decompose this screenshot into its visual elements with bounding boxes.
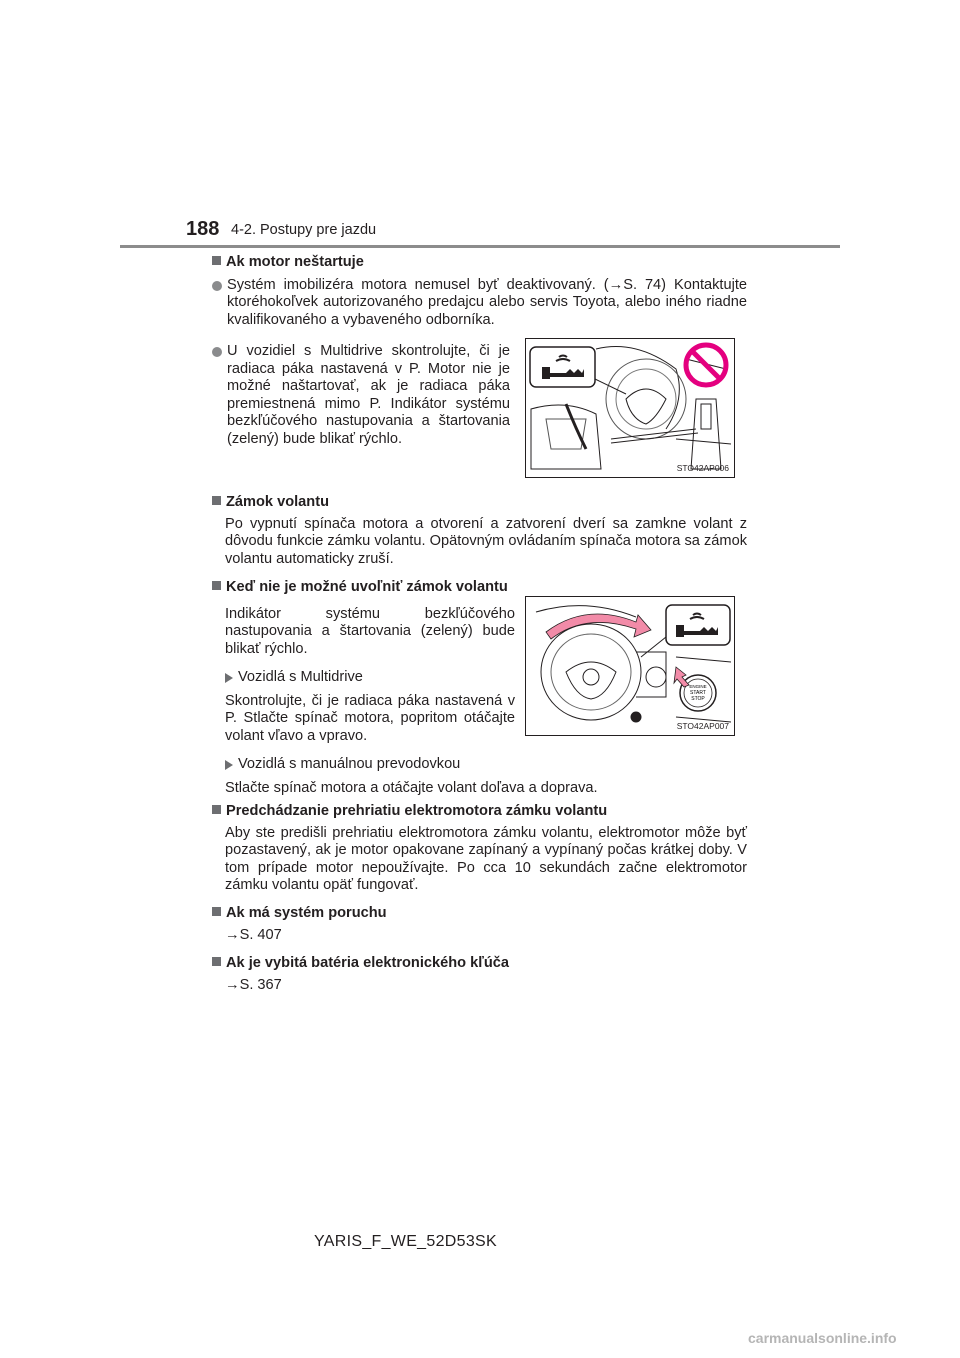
square-bullet-icon [212, 496, 221, 505]
section-heading: Ak motor neštartuje [212, 254, 747, 272]
section-heading: Ak je vybitá batéria elektronického kľúča [212, 955, 747, 973]
page-reference: →S. 407 [225, 927, 282, 943]
section-heading: Zámok volantu [212, 494, 747, 512]
section-text: Po vypnutí spínača motora a otvorení a zatvorení dverí sa zamkne volant z dôvodu funkcie zámku volantu. Opätovným ovládaním spínača motora sa zámok volantu automaticky zruší. [225, 515, 747, 567]
rotate-arrow-icon [546, 614, 651, 639]
sub-heading: Vozidlá s Multidrive [225, 669, 747, 687]
shift-lever-illustration [526, 339, 734, 477]
figure-code: STO42AP007 [676, 721, 729, 731]
square-bullet-icon [212, 256, 221, 265]
figure-steering-wheel [525, 596, 735, 736]
square-bullet-icon [212, 907, 221, 916]
triangle-bullet-icon [225, 673, 233, 683]
chapter-title: 4-2. Postupy pre jazdu [231, 222, 377, 238]
section-text: Aby ste predišli prehriatiu elektromotora zámku volantu, elektromotor môže byť pozastavený, ak je motor opakovane zapínaný a vypínaný počas krátkej doby. V tom prípade motor nepoužívajte. Po cca 10 sekundách začne elektromotor zámku volantu opäť fungovať. [225, 824, 747, 893]
square-bullet-icon [212, 957, 221, 966]
page-number: 188 [186, 218, 220, 240]
steering-wheel-illustration [526, 597, 734, 735]
document-code: YARIS_F_WE_52D53SK [314, 1233, 497, 1250]
sub-heading: Vozidlá s manuálnou prevodovkou [225, 756, 747, 774]
section-heading: Predchádzanie prehriatiu elektromotora zámku volantu [212, 803, 747, 821]
section-heading: Keď nie je možné uvoľniť zámok volantu [212, 579, 747, 597]
circle-bullet-icon [212, 281, 222, 291]
watermark: carmanualsonline.info [748, 1330, 897, 1346]
triangle-bullet-icon [225, 760, 233, 770]
section-text: Stlačte spínač motora a otáčajte volant doľava a doprava. [225, 779, 598, 796]
circle-bullet-icon [212, 347, 222, 357]
svg-text:STOP: STOP [691, 696, 705, 702]
bullet-text: U vozidiel s Multidrive skontrolujte, či je radiaca páka nastavená v P. Motor nie je možné naštartovať, ak je radiaca páka premiestnená mimo P. Indikátor systému bezkľúčového nastupovania a štartovania (zelený) bude blikať rýchlo. [227, 343, 510, 447]
list-item [212, 277, 747, 330]
square-bullet-icon [212, 581, 221, 590]
section-heading: Ak má systém poruchu [212, 905, 747, 923]
figure-code: STO42AP006 [676, 463, 729, 473]
square-bullet-icon [212, 805, 221, 814]
section-text: Indikátor systému bezkľúčového nastupovania a štartovania (zelený) bude blikať rýchlo. [225, 605, 515, 657]
bullet-text: Systém imobilizéra motora nemusel byť deaktivovaný. (→S. 74) Kontaktujte ktoréhokoľvek autorizovaného predajcu alebo servis Toyota, alebo iného riadne kvalifikovaného a vybaveného odborníka. [227, 276, 747, 328]
header-rule [120, 245, 840, 248]
prohibition-icon [686, 345, 726, 385]
press-arrow-icon [674, 667, 689, 687]
svg-text:ENGINE: ENGINE [689, 684, 707, 689]
page-reference: →S. 367 [225, 977, 282, 993]
svg-text:START: START [690, 690, 706, 696]
section-text: Skontrolujte, či je radiaca páka nastavená v P. Stlačte spínač motora, popritom otáčajte volant vľavo a vpravo. [225, 692, 515, 744]
figure-shift-lever [525, 338, 735, 478]
